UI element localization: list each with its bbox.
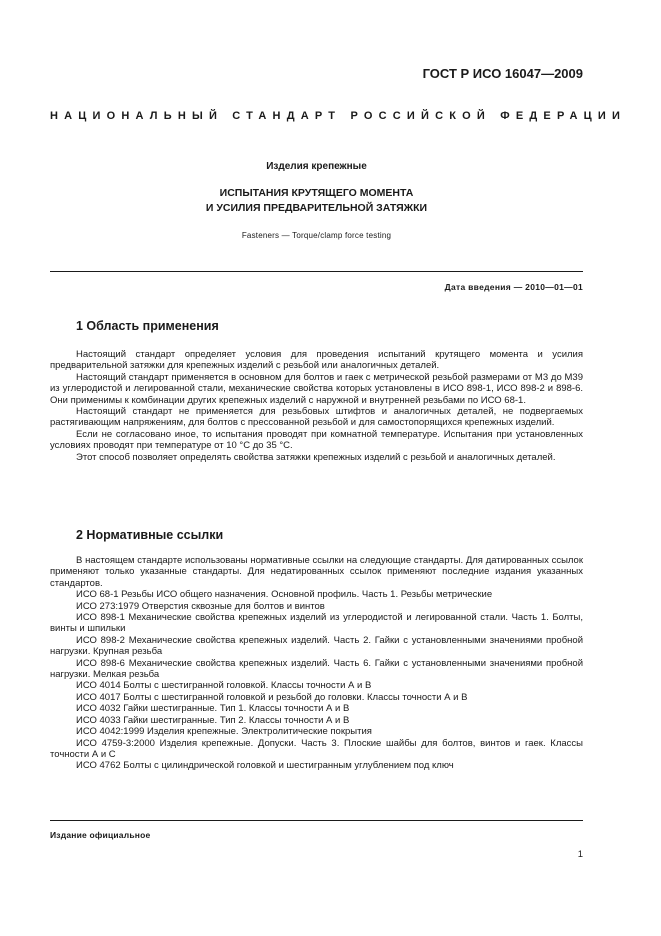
section-1-paragraph: Настоящий стандарт определяет условия для проведения испытаний крутящего момента и усилия предварительной затяжки для крепежных изделий с резьбой или аналогичных деталей. [50, 349, 583, 372]
standard-category: Изделия крепежные [266, 161, 367, 172]
reference-item: ИСО 4014 Болты с шестигранной головкой. Классы точности А и В [76, 680, 372, 692]
section-1-paragraph: Этот способ позволяет определять свойства затяжки крепежных изделий с резьбой и аналогичных деталей. [76, 451, 556, 463]
reference-item: ИСО 898-2 Механические свойства крепежных изделий. Часть 2. Гайки с установленными значениями пробной нагрузки. Крупная резьба [50, 634, 583, 658]
standard-title [50, 186, 583, 216]
reference-item: ИСО 4759-3:2000 Изделия крепежные. Допуски. Часть 3. Плоские шайбы для болтов, винтов и гаек. Классы точности А и С [50, 737, 583, 760]
section-2-intro: В настоящем стандарте использованы нормативные ссылки на следующие стандарты. Для датированных ссылок применяют только указанные стандарты. Для недатированных ссылок применяют последние издания указанных стандартов. [50, 555, 583, 589]
standard-title-line-2: И УСИЛИЯ ПРЕДВАРИТЕЛЬНОЙ ЗАТЯЖКИ [205, 202, 428, 214]
reference-item: ИСО 898-6 Механические свойства крепежных изделий. Часть 6. Гайки с установленными значениями пробной нагрузки. Мелкая резьба [50, 657, 583, 681]
english-title: Fasteners — Torque/clamp force testing [241, 231, 392, 240]
reference-item: ИСО 898-1 Механические свойства крепежных изделий из углеродистой и легированной стали. Часть 1. Болты, винты и шпильки [50, 612, 583, 635]
section-2-heading: 2 Нормативные ссылки [76, 528, 224, 542]
section-1-paragraph: Если не согласовано иное, то испытания проводят при комнатной температуре. Испытания при установленных условиях проводят при температуре от 10 °С до 35 °С. [50, 428, 583, 452]
section-1-paragraph: Настоящий стандарт не применяется для резьбовых штифтов и аналогичных деталей, не подвергаемых растягивающим напряжениям, для болтов с прессованной резьбой и для самостопорящихся крепежных изделий. [50, 406, 583, 429]
introduction-date: Дата введения — 2010—01—01 [444, 282, 583, 292]
reference-item: ИСО 68-1 Резьбы ИСО общего назначения. Основной профиль. Часть 1. Резьбы метрические [76, 589, 493, 601]
section-1-heading: 1 Область применения [76, 319, 219, 333]
standard-title-line-1: ИСПЫТАНИЯ КРУТЯЩЕГО МОМЕНТА [219, 187, 414, 199]
page-number: 1 [577, 849, 583, 860]
footer-divider [50, 820, 583, 821]
reference-item: ИСО 273:1979 Отверстия сквозные для болтов и винтов [76, 600, 325, 612]
reference-item: ИСО 4032 Гайки шестигранные. Тип 1. Классы точности А и В [76, 703, 350, 715]
reference-item: ИСО 4762 Болты с цилиндрической головкой и шестигранным углублением под ключ [76, 760, 454, 772]
national-standard-banner: НАЦИОНАЛЬНЫЙ СТАНДАРТ РОССИЙСКОЙ ФЕДЕРАЦИИ [50, 110, 627, 122]
document-number: ГОСТ Р ИСО 16047—2009 [422, 66, 583, 81]
edition-label: Издание официальное [50, 830, 151, 840]
title-divider [50, 271, 583, 272]
section-2-body [50, 555, 583, 772]
reference-item: ИСО 4017 Болты с шестигранной головкой и резьбой до головки. Классы точности А и В [76, 691, 468, 703]
section-1-body [50, 349, 583, 463]
reference-item: ИСО 4033 Гайки шестигранные. Тип 2. Классы точности А и В [76, 714, 350, 726]
section-1-paragraph: Настоящий стандарт применяется в основном для болтов и гаек с метрической резьбой размерами от М3 до М39 из углеродистой и легированной стали, механические свойства которых установлены в ИСО 898-1, ИСО 898-2 и 898-6. Они применимы к комбинации других крепежных изделий с наружной и внутренней резьбами по ИСО 68-1. [50, 371, 583, 406]
reference-item: ИСО 4042:1999 Изделия крепежные. Электролитические покрытия [76, 726, 372, 738]
